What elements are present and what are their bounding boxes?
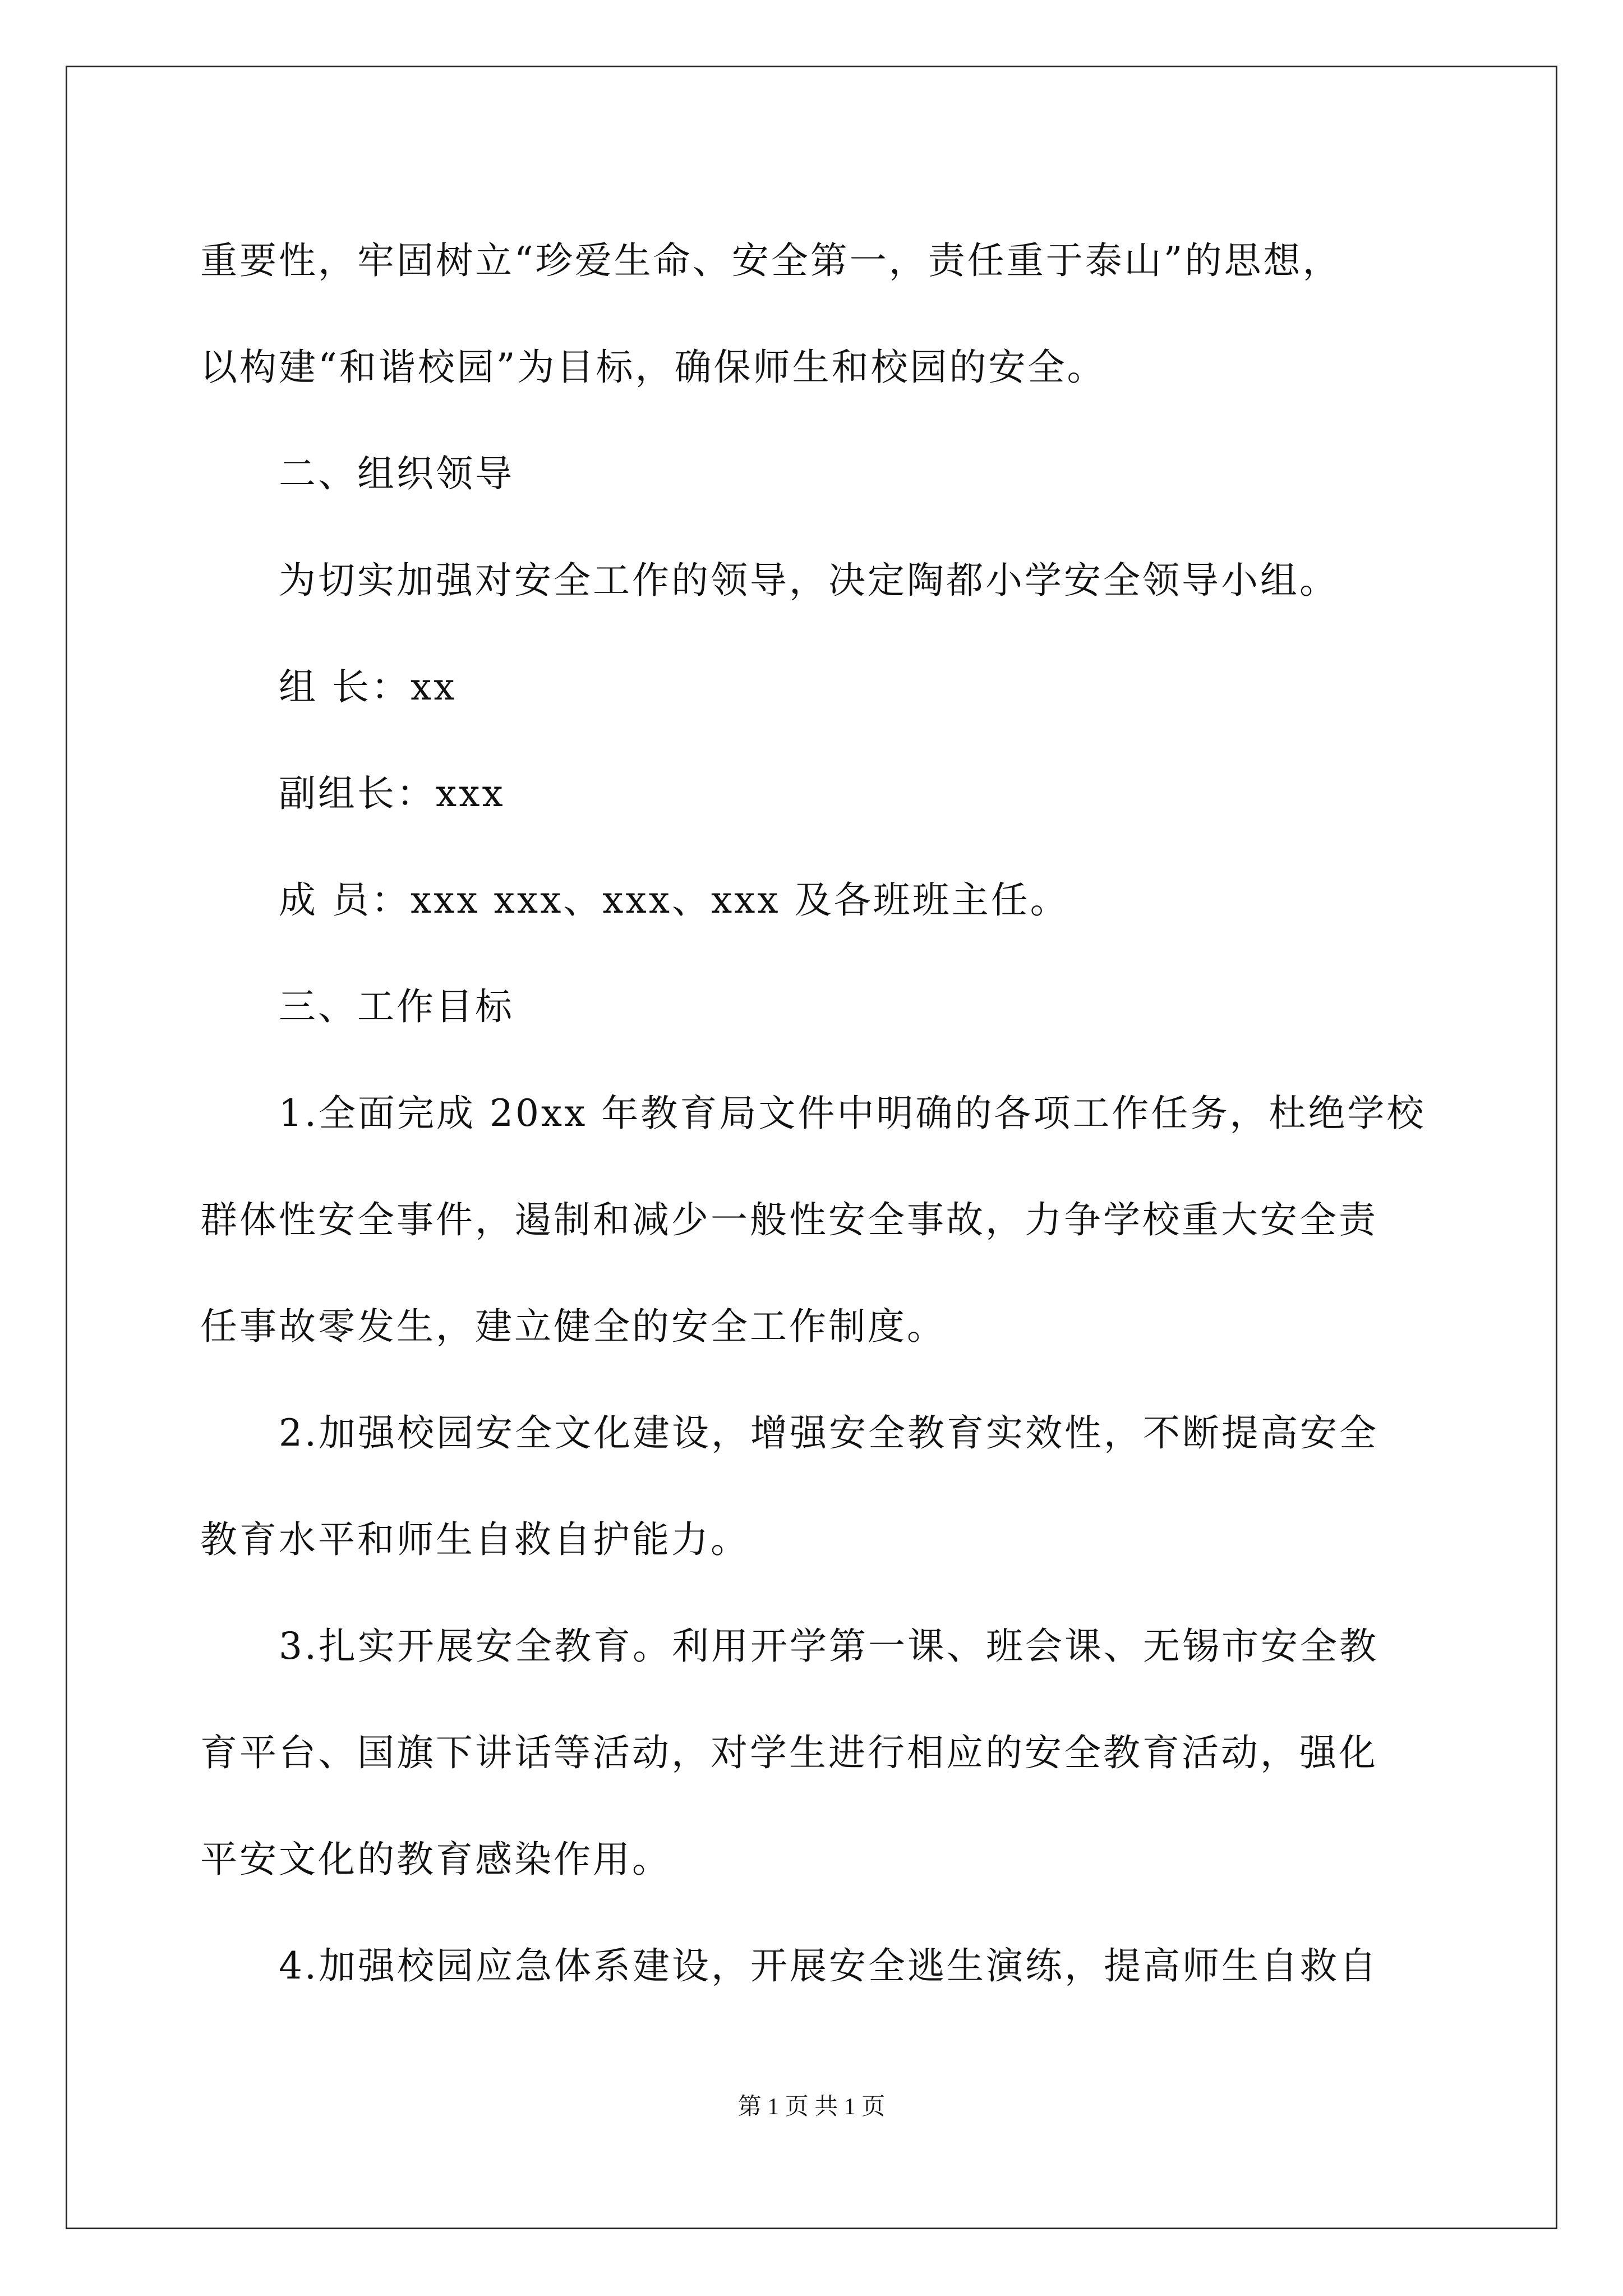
goal-2-line: 2.加强校园安全文化建设，增强安全教育实效性，不断提高安全 xyxy=(279,1411,1378,1455)
document-body xyxy=(200,208,1426,2019)
section-heading-organization: 二、组织领导 xyxy=(279,452,514,495)
section-heading-goals: 三、工作目标 xyxy=(279,985,514,1028)
goal-4-line: 4.加强校园应急体系建设，开展安全逃生演练，提高师生自救自 xyxy=(279,1944,1378,1987)
goal-2-line: 教育水平和师生自救自护能力。 xyxy=(200,1518,750,1561)
goal-1-line: 群体性安全事件，遏制和减少一般性安全事故，力争学校重大安全责 xyxy=(200,1198,1378,1241)
deputy-leader-entry: 副组长：xxx xyxy=(279,772,505,815)
paragraph-line: 为切实加强对安全工作的领导，决定陶都小学安全领导小组。 xyxy=(279,559,1339,602)
page-number-footer: 第 1 页 共 1 页 xyxy=(737,2094,886,2120)
leader-entry: 组 长：xx xyxy=(279,665,457,708)
goal-1-line: 任事故零发生，建立健全的安全工作制度。 xyxy=(200,1305,946,1348)
paragraph-line: 重要性，牢固树立“珍爱生命、安全第一，责任重于泰山”的思想， xyxy=(200,239,1342,282)
goal-3-line: 3.扎实开展安全教育。利用开学第一课、班会课、无锡市安全教 xyxy=(279,1625,1378,1668)
goal-3-line: 平安文化的教育感染作用。 xyxy=(200,1838,671,1881)
goal-3-line: 育平台、国旗下讲话等活动，对学生进行相应的安全教育活动，强化 xyxy=(200,1731,1378,1774)
goal-1-line: 1.全面完成 20xx 年教育局文件中明确的各项工作任务，杜绝学校 xyxy=(279,1092,1426,1135)
members-entry: 成 员：xxx xxx、xxx、xxx 及各班班主任。 xyxy=(279,878,1069,922)
paragraph-line: 以构建“和谐校园”为目标，确保师生和校园的安全。 xyxy=(200,346,1106,389)
